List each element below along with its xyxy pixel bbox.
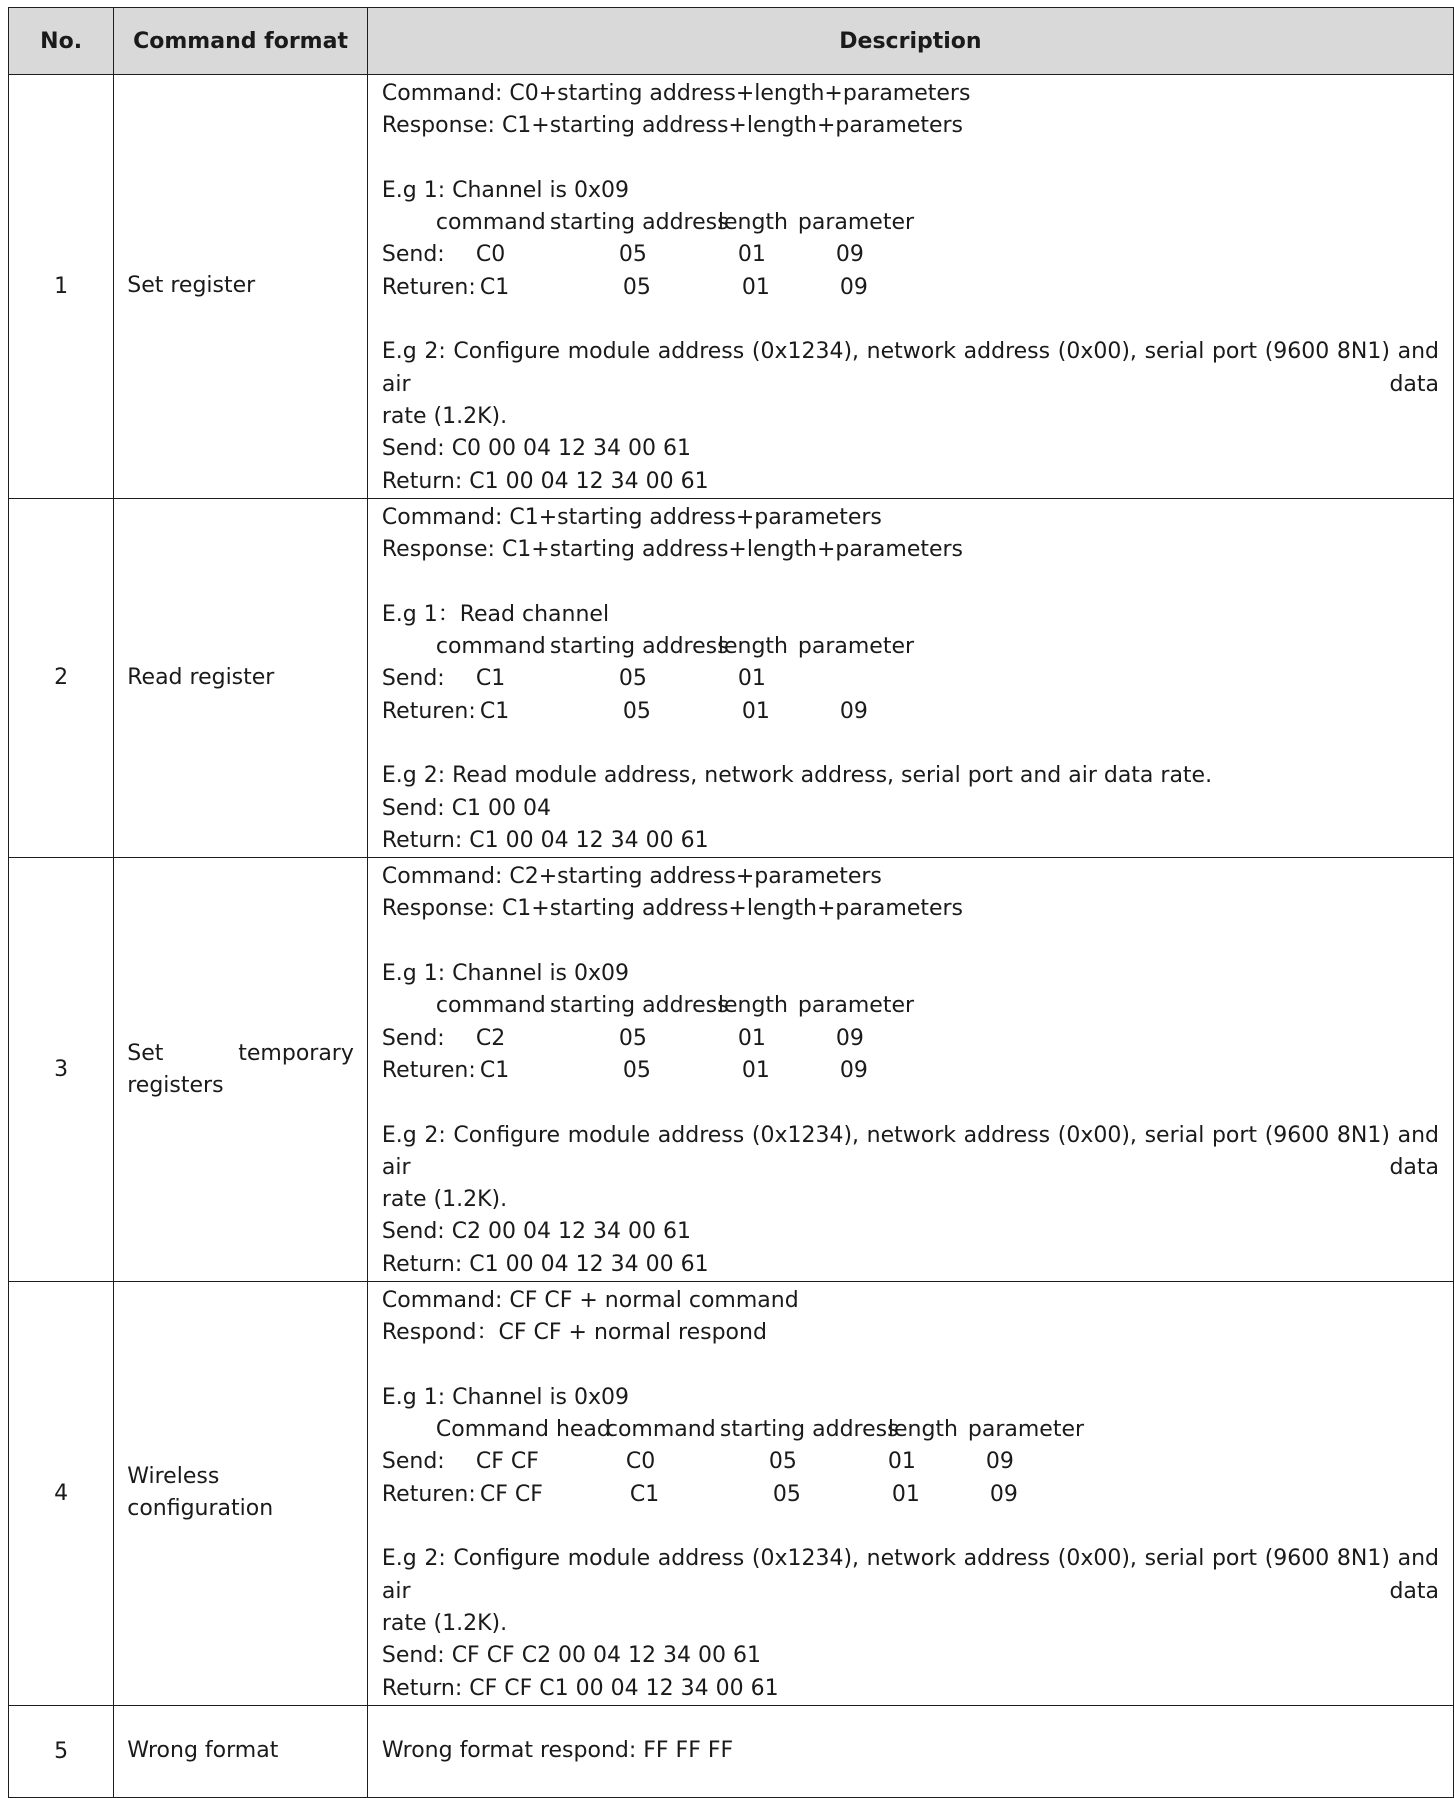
description-cell bbox=[367, 858, 1453, 1282]
example1-send: Send: C0 05 01 09 bbox=[381, 242, 864, 268]
command-line: Command: C0+starting address+length+parameters bbox=[381, 81, 971, 106]
table-row bbox=[9, 1705, 1454, 1797]
response-line: Response: C1+starting address+length+parameters bbox=[381, 896, 964, 922]
header-command-format: Command format bbox=[114, 8, 368, 75]
example1-title: E.g 1: Channel is 0x09 bbox=[381, 961, 630, 987]
example2-send: Send: CF CF C2 00 04 12 34 00 61 bbox=[381, 1643, 761, 1669]
command-table bbox=[8, 7, 1454, 1798]
table-row bbox=[9, 858, 1454, 1282]
example1-return: Returen: C1 05 01 09 bbox=[381, 274, 868, 300]
example1-header: command starting addresslength parameter bbox=[435, 210, 915, 236]
command-format: Wrong format bbox=[114, 1705, 368, 1797]
example1-header: Command headcommand starting addresslength parameter bbox=[435, 1417, 1085, 1443]
command-format-line2: registers bbox=[127, 1072, 224, 1098]
example2-send: Send: C1 00 04 bbox=[381, 795, 552, 821]
example1-title: E.g 1: Channel is 0x09 bbox=[381, 1384, 630, 1410]
command-format-line1: Set temporary bbox=[127, 1040, 354, 1066]
command-format: Read register bbox=[114, 498, 368, 857]
command-line: Command: C2+starting address+parameters bbox=[381, 864, 882, 890]
command-format bbox=[114, 1281, 368, 1705]
example2-return: Return: C1 00 04 12 34 00 61 bbox=[381, 1251, 709, 1277]
example2-line1: E.g 2: Configure module address (0x1234), network address (0x00), serial port (9600 8N1) and air data bbox=[381, 1122, 1439, 1180]
description-cell bbox=[367, 75, 1453, 499]
command-format-line2: configuration bbox=[127, 1496, 274, 1522]
example1-title: E.g 1: Channel is 0x09 bbox=[381, 177, 630, 203]
example2-line2: rate (1.2K). bbox=[381, 1610, 508, 1636]
example1-return: Returen: C1 05 01 09 bbox=[381, 1057, 868, 1083]
example2-line1: E.g 2: Read module address, network address, serial port and air data rate. bbox=[381, 763, 1213, 789]
description-cell bbox=[367, 498, 1453, 857]
command-line: Command: CF CF + normal command bbox=[381, 1287, 799, 1313]
command-format: Set register bbox=[114, 75, 368, 499]
header-row bbox=[9, 8, 1454, 75]
header-no: No. bbox=[9, 8, 114, 75]
example2-return: Return: C1 00 04 12 34 00 61 bbox=[381, 468, 709, 494]
example1-header: command starting addresslength parameter bbox=[435, 634, 915, 660]
response-line: Respond：CF CF + normal respond bbox=[381, 1320, 767, 1346]
table-row bbox=[9, 498, 1454, 857]
example2-return: Return: CF CF C1 00 04 12 34 00 61 bbox=[381, 1675, 779, 1701]
example2-line2: rate (1.2K). bbox=[381, 403, 508, 429]
command-format bbox=[114, 858, 368, 1282]
example1-return: Returen: C1 05 01 09 bbox=[381, 698, 868, 724]
example2-line1: E.g 2: Configure module address (0x1234), network address (0x00), serial port (9600 8N1) and air data bbox=[381, 339, 1439, 397]
example2-send: Send: C0 00 04 12 34 00 61 bbox=[381, 436, 691, 462]
row-number: 1 bbox=[9, 75, 114, 499]
description-cell bbox=[367, 1281, 1453, 1705]
example1-send: Send: CF CF C0 05 01 09 bbox=[381, 1449, 1014, 1475]
response-line: Response: C1+starting address+length+parameters bbox=[381, 537, 964, 563]
row-number: 4 bbox=[9, 1281, 114, 1705]
example1-send: Send: C1 05 01 bbox=[381, 666, 766, 692]
row-number: 3 bbox=[9, 858, 114, 1282]
header-description: Description bbox=[367, 8, 1453, 75]
example2-send: Send: C2 00 04 12 34 00 61 bbox=[381, 1219, 691, 1245]
command-format-line1: Wireless bbox=[127, 1464, 220, 1490]
example1-title: E.g 1：Read channel bbox=[381, 601, 610, 627]
row-number: 5 bbox=[9, 1705, 114, 1797]
example2-line2: rate (1.2K). bbox=[381, 1187, 508, 1213]
example2-return: Return: C1 00 04 12 34 00 61 bbox=[381, 827, 709, 853]
command-line: Command: C1+starting address+parameters bbox=[381, 504, 882, 530]
description-cell bbox=[367, 1705, 1453, 1797]
table-row bbox=[9, 75, 1454, 499]
example1-header: command starting addresslength parameter bbox=[435, 993, 915, 1019]
response-line: Response: C1+starting address+length+parameters bbox=[381, 113, 964, 139]
description-line: Wrong format respond: FF FF FF bbox=[381, 1738, 734, 1764]
example1-return: Returen: CF CF C1 05 01 09 bbox=[381, 1481, 1018, 1507]
example1-send: Send: C2 05 01 09 bbox=[381, 1025, 864, 1051]
example2-line1: E.g 2: Configure module address (0x1234), network address (0x00), serial port (9600 8N1) and air data bbox=[381, 1546, 1439, 1604]
table-row bbox=[9, 1281, 1454, 1705]
row-number: 2 bbox=[9, 498, 114, 857]
